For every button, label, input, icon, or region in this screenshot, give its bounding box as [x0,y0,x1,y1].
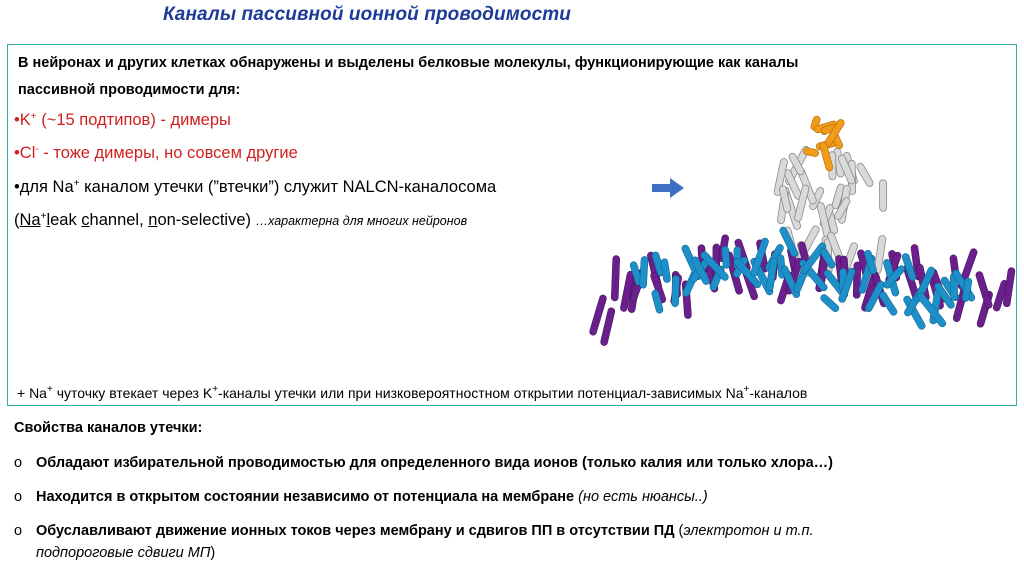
property-3-close: ) [210,545,216,561]
sodium-item [14,178,496,197]
leak-channel-line [14,211,467,230]
purple-helix [853,262,861,299]
k-prefix: •K [14,111,31,129]
leak-l: l [46,211,51,229]
foot-sup-2: + [212,384,219,395]
leak-sup: + [40,211,47,222]
intro-line-2: пассивной проводимости для: [18,82,241,98]
leak-na: Na [19,211,41,229]
cl-prefix: •Cl [14,144,36,162]
cl-text: - тоже димеры, но совсем другие [38,144,298,162]
blue-helix [639,256,648,288]
property-3-continuation [36,545,215,561]
grey-helix [856,162,875,188]
property-2-note: (но есть нюансы..) [574,489,708,505]
foot-a: + Na [17,385,47,401]
property-3-paren: ( [674,523,684,539]
nalcn-channelosome-structure-image [588,100,1018,360]
property-item-2 [14,489,708,505]
leak-hannel: hannel, [89,211,149,229]
footnote-line [17,385,807,401]
na-sup: + [73,178,80,189]
property-item-3 [14,523,1014,561]
na-text: каналом утечки (”втечки”) служит NALCN-каналосома [79,178,497,196]
k-sup: + [30,111,37,122]
leak-rest: on-selective) [157,211,256,229]
page-title: Каналы пассивной ионной проводимости [163,4,571,25]
potassium-item [14,111,231,130]
property-3-note-2: подпороговые сдвиги МП [36,545,211,561]
na-prefix: •для Na [14,178,74,196]
property-item-1 [14,455,833,471]
k-text: (~15 подтипов) - димеры [36,111,231,129]
foot-c: -каналы утечки или при низковероятностном открытии потенциал-зависимых Na [218,385,744,401]
grey-helix [880,180,887,212]
leak-note: …характерна для многих нейронов [255,214,468,228]
blue-helix [819,293,840,313]
cl-sup: - [35,144,39,155]
chloride-item [14,144,298,163]
property-2-text: Находится в открытом состоянии независимо от потенциала на мембране [36,489,575,505]
leak-open: ( [14,211,20,229]
bullet-marker: o [14,523,23,539]
leak-n: n [148,211,158,229]
leak-eak: eak [50,211,82,229]
blue-helix [672,275,680,306]
leak-c: c [81,211,90,229]
bullet-marker: o [14,455,23,471]
property-3-note-1: электротон и т.п. [683,523,814,539]
properties-heading: Свойства каналов утечки: [14,420,203,436]
property-3-text: Обуславливают движение ионных токов через мембрану и сдвигов ПП в отсутствии ПД [36,523,675,539]
property-1-text: Обладают избирательной проводимостью для определенного вида ионов (только калия или только хлора…) [36,455,833,471]
foot-b: чуточку втекает через K [52,385,213,401]
bullet-marker: o [14,489,23,505]
intro-line-1: В нейронах и других клетках обнаружены и выделены белковые молекулы, функционирующие как каналы [18,55,799,71]
blue-helix [660,258,671,283]
purple-helix [611,255,620,301]
foot-sup-1: + [46,384,53,395]
foot-sup-3: + [743,384,750,395]
foot-d: -каналов [749,385,808,401]
blue-helix [721,246,730,269]
